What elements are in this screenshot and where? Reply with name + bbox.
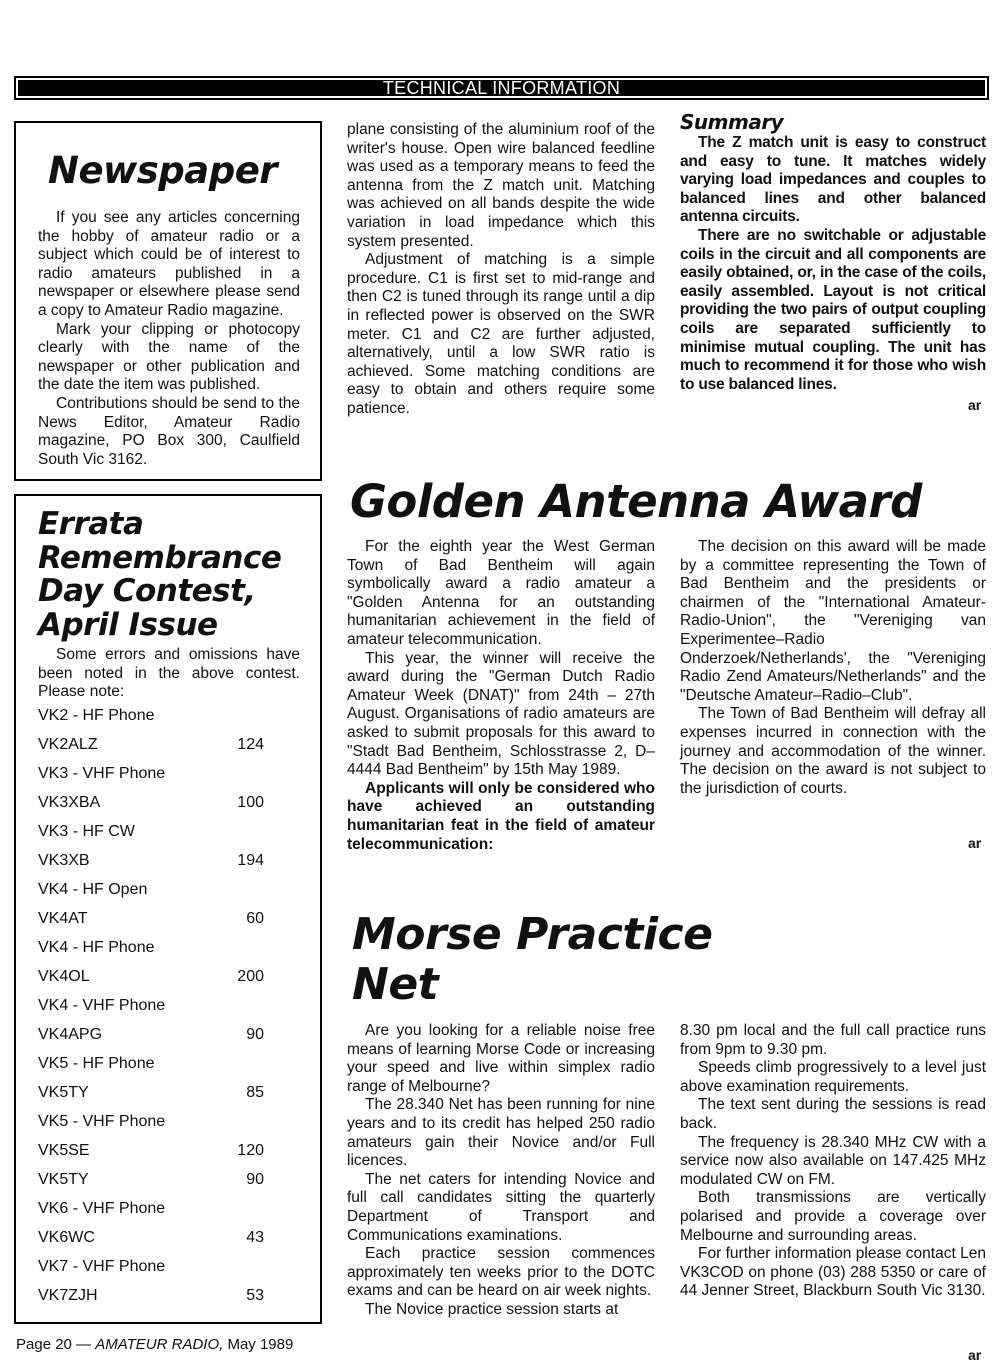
errata-row [38,1108,264,1137]
errata-row [38,1166,264,1195]
section-header-bar [14,76,989,100]
footer-publication: AMATEUR RADIO, [95,1336,224,1353]
golden-paragraph: The decision on this award will be made by a committee representing the Town of Bad Bentheim and the presidents or chairmen of the "International Amateur-Radio-Union", the "Vereniging van Experimentee–Radio Onderzoek/Netherlands', the "Vereniging Radio Zend Amateurs/Netherlands" and the "Deutsche Amateur–Radio–Club". [680,538,986,704]
zmatch-column-1 [347,121,655,419]
errata-title-line: April Issue [38,606,218,643]
morse-paragraph: The Novice practice session starts at [365,1300,619,1318]
errata-row [38,1195,264,1224]
errata-label: VK2 - HF Phone [38,707,155,725]
errata-label: VK3XB [38,852,90,870]
zmatch-signoff: ar [968,397,982,413]
errata-title-line: Remembrance [38,539,282,576]
section-title: TECHNICAL INFORMATION [18,80,985,96]
errata-label: VK5SE [38,1142,90,1160]
errata-label: VK5TY [38,1171,89,1189]
errata-label: VK5 - HF Phone [38,1055,155,1073]
errata-value: 194 [237,852,264,870]
zmatch-paragraph: Adjustment of matching is a simple procedure. C1 is first set to mid-range and then C2 is tuned through its range until a dip in reflected power is observed on the SWR meter. C1 and C2 are further adjusted, alternatively, until a low SWR ratio is achieved. Some matching conditions are easy to obtain and others require some patience. [347,251,655,417]
golden-column-2 [680,538,986,798]
footer-date: May 1989 [223,1336,294,1353]
errata-box [14,494,322,1324]
errata-value: 200 [237,968,264,986]
errata-row [38,702,264,731]
errata-value: 100 [237,794,264,812]
golden-column-1 [347,538,655,854]
newspaper-paragraph: If you see any articles concerning the hobby of amateur radio or a subject which could be of interest to radio amateurs published in a newspaper or elsewhere please send a copy to Amateur Radio magazine. [38,209,300,319]
errata-title-line: Day Contest, [38,573,256,609]
summary-paragraph: There are no switchable or adjustable coils in the circuit and all components are easily obtained, or, in the case of the coils, easily assembled. Layout is not critical providing the two pairs of output coupling coils are separated sufficiently to minimise mutual coupling. The unit has much to recommend it for those who wish to use balanced lines. [680,226,986,393]
errata-value: 90 [246,1026,264,1044]
errata-row [38,1282,264,1311]
golden-paragraph: For the eighth year the West German Town of Bad Bentheim will again symbolically award a radio amateur a "Golden Antenna for an outstanding humanitarian achievement in the field of amateur telecommunication. [347,538,655,648]
golden-paragraph: The Town of Bad Bentheim will defray all expenses incurred in connection with the journey and accommodation of the winner. The decision on the award is not subject to the jurisdiction of courts. [680,705,986,797]
errata-value: 85 [246,1084,264,1102]
newspaper-body [38,209,300,469]
errata-row [38,1137,264,1166]
morse-paragraph: The 28.340 Net has been running for nine years and to its credit has helped 250 radio amateurs gain their Novice and/or Full licences. [347,1096,655,1170]
morse-paragraph: The net caters for intending Novice and full call candidates sitting the quarterly Department of Transport and Communications examinations. [347,1170,655,1244]
errata-value: 60 [246,910,264,928]
morse-paragraph: Are you looking for a reliable noise free means of learning Morse Code or increasing your speed and live within simplex radio range of Melbourne? [347,1022,655,1095]
errata-title [38,508,300,642]
golden-signoff: ar [968,835,982,851]
summary-paragraph: The Z match unit is easy to construct and easy to tune. It matches widely varying load impedances and couples to balanced lines and other balanced antenna circuits. [680,134,986,226]
errata-row [38,963,264,992]
morse-title [352,910,712,1010]
golden-bold-paragraph: Applicants will only be considered who have achieved an outstanding humanitarian feat in the field of amateur telecommunication: [347,779,655,853]
newspaper-paragraph: Contributions should be send to the News Editor, Amateur Radio magazine, PO Box 300, Caulfield South Vic 3162. [38,394,300,468]
errata-row [38,1050,264,1079]
morse-paragraph: The text sent during the sessions is read back. [680,1096,986,1132]
errata-label: VK5TY [38,1084,89,1102]
morse-paragraph: 8.30 pm local and the full call practice runs from 9pm to 9.30 pm. [680,1022,986,1058]
errata-label: VK4OL [38,968,90,986]
errata-row [38,1224,264,1253]
errata-row [38,934,264,963]
newspaper-box [14,121,322,481]
morse-title-line: Net [352,959,439,1010]
newspaper-paragraph: Mark your clipping or photocopy clearly with the name of the newspaper or other publication and the date the item was published. [38,320,300,394]
morse-paragraph: Both transmissions are vertically polarised and provide a coverage over Melbourne and surrounding areas. [680,1189,986,1244]
errata-row [38,1021,264,1050]
summary-body [680,134,986,394]
errata-row [38,847,264,876]
errata-label: VK2ALZ [38,736,98,754]
errata-label: VK3 - VHF Phone [38,765,166,783]
morse-column-2 [680,1022,986,1301]
errata-label: VK3XBA [38,794,101,812]
errata-label: VK7ZJH [38,1287,98,1305]
morse-paragraph: The frequency is 28.340 MHz CW with a service now also available on 147.425 MHz modulated CW on FM. [680,1133,986,1188]
errata-value: 90 [246,1171,264,1189]
errata-label: VK6WC [38,1229,95,1247]
page-footer [16,1336,293,1353]
errata-label: VK4 - VHF Phone [38,997,166,1015]
errata-value: 43 [246,1229,264,1247]
errata-row [38,818,264,847]
morse-signoff: ar [968,1347,982,1363]
errata-label: VK4AT [38,910,88,928]
errata-row [38,1253,264,1282]
errata-table [38,702,264,1311]
footer-page: Page 20 — [16,1336,96,1353]
errata-row [38,876,264,905]
errata-label: VK3 - HF CW [38,823,135,841]
errata-value: 120 [237,1142,264,1160]
errata-label: VK4 - HF Open [38,881,148,899]
morse-column-1 [347,1022,655,1320]
errata-title-line: Errata [38,506,144,542]
errata-value: 124 [237,736,264,754]
errata-label: VK4 - HF Phone [38,939,155,957]
errata-row [38,760,264,789]
morse-paragraph: For further information please contact Len VK3COD on phone (03) 288 5350 or care of 44 Jenner Street, Blackburn South Vic 3130. [680,1245,986,1300]
golden-paragraph: This year, the winner will receive the award during the "German Dutch Radio Amateur Week (DNAT)" from 24th – 27th August. Organisations of radio amateurs are asked to submit proposals for this award to "Stadt Bad Bentheim, Schlosstrasse 2, D–4444 Bad Bentheim" by 15th May 1989. [347,649,655,779]
errata-label: VK6 - VHF Phone [38,1200,166,1218]
morse-paragraph: Each practice session commences approximately ten weeks prior to the DOTC exams and can be heard on air week nights. [347,1245,655,1300]
errata-row [38,731,264,760]
errata-label: VK4APG [38,1026,103,1044]
zmatch-summary [680,110,986,394]
summary-title: Summary [680,110,784,134]
errata-row [38,789,264,818]
errata-row [38,905,264,934]
errata-label: VK7 - VHF Phone [38,1258,166,1276]
errata-row [38,1079,264,1108]
morse-paragraph: Speeds climb progressively to a level just above examination requirements. [680,1059,986,1095]
errata-label: VK5 - VHF Phone [38,1113,166,1131]
newspaper-title: Newspaper [48,149,278,192]
zmatch-paragraph: plane consisting of the aluminium roof of the writer's house. Open wire balanced feedline was used as a temporary means to feed the antenna from the Z match unit. Matching was achieved on all bands despite the wide variation in load impedance which this system presented. [347,121,655,250]
errata-intro-text: Some errors and omissions have been noted in the above contest. Please note: [38,646,300,701]
morse-title-line: Morse Practice [352,909,713,960]
errata-value: 53 [246,1287,264,1305]
errata-row [38,992,264,1021]
errata-intro [38,646,300,702]
golden-title: Golden Antenna Award [350,475,922,528]
